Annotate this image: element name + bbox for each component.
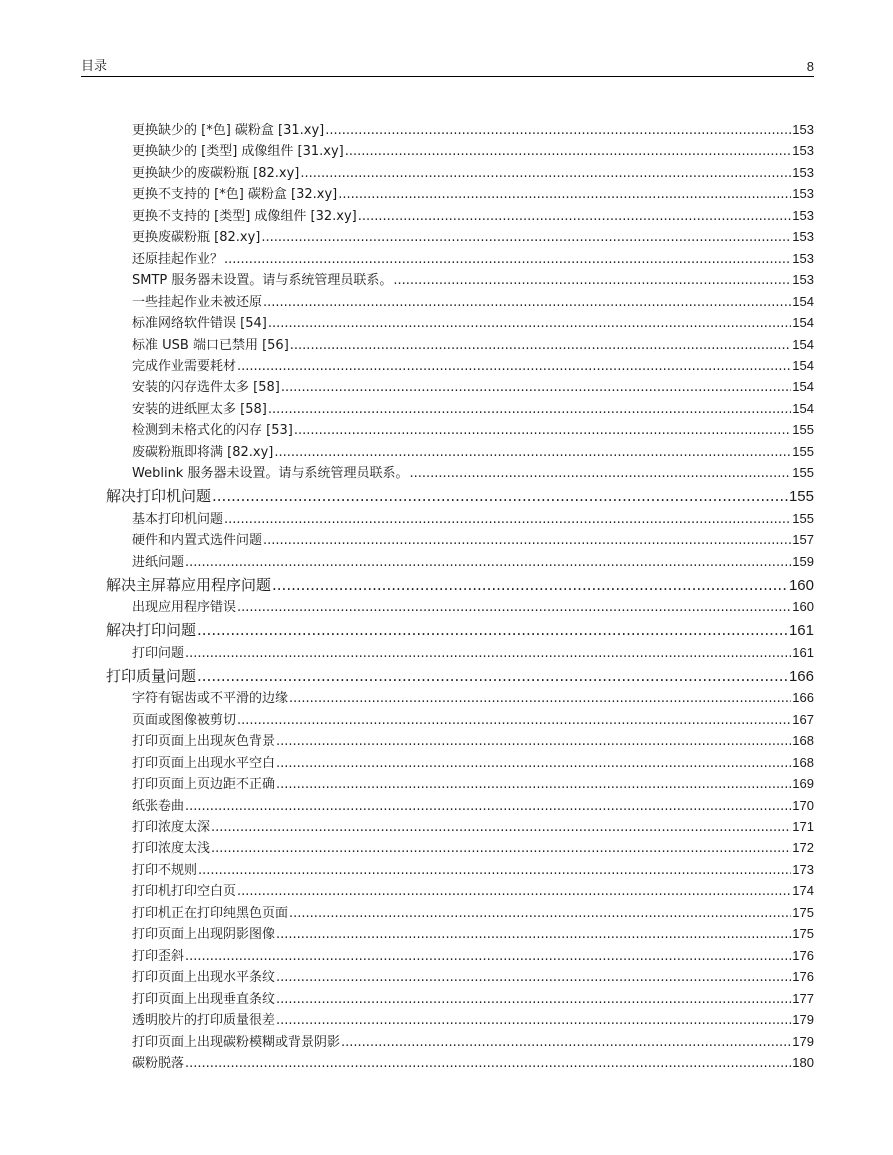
dot-leader	[276, 754, 791, 773]
dot-leader	[300, 164, 791, 183]
toc-entry[interactable]	[132, 420, 814, 440]
toc-entry-title: 出现应用程序错误	[132, 600, 237, 616]
toc-entry[interactable]	[132, 463, 814, 483]
dot-leader	[185, 797, 791, 816]
toc-entry-page: 155	[792, 465, 814, 481]
toc-entry[interactable]	[132, 1032, 814, 1052]
dot-leader	[289, 689, 791, 708]
toc-entry-page: 177	[792, 990, 814, 1006]
dot-leader	[409, 464, 791, 483]
dot-leader	[198, 861, 791, 880]
toc-entry-page: 157	[792, 532, 814, 548]
toc-entry-page: 180	[792, 1054, 814, 1070]
toc-entry-page: 155	[792, 422, 814, 438]
toc-entry-page: 176	[792, 969, 814, 985]
toc-entry-title: 打印质量问题	[106, 666, 197, 685]
dot-leader	[211, 839, 791, 858]
toc-entry[interactable]	[132, 1053, 814, 1073]
toc-entry-page: 176	[792, 947, 814, 963]
toc-entry[interactable]	[132, 313, 814, 333]
toc-entry[interactable]	[132, 356, 814, 376]
header-rule	[81, 76, 814, 77]
dot-leader	[263, 293, 791, 312]
toc-entry-title: 纸张卷曲	[132, 798, 185, 814]
toc-entry-page: 160	[792, 599, 814, 615]
toc-entry-title: 安装的闪存选件太多 [58]	[132, 380, 280, 396]
toc-entry-title: 完成作业需要耗材	[132, 358, 237, 374]
toc-entry-page: 153	[792, 250, 814, 266]
toc-entry-page: 161	[788, 622, 814, 640]
toc-entry-title: 打印页面上出现垂直条纹	[132, 991, 276, 1007]
toc-entry[interactable]	[132, 924, 814, 944]
toc-entry-title: 解决打印机问题	[106, 487, 212, 506]
toc-entry-title: 解决打印问题	[106, 621, 197, 640]
toc-entry[interactable]	[132, 249, 814, 269]
toc-entry[interactable]	[132, 184, 814, 204]
header-page-number: 8	[806, 59, 814, 74]
toc-entry-title: 废碳粉瓶即将满 [82.xy]	[132, 444, 274, 460]
toc-entry-page: 153	[792, 122, 814, 137]
toc-entry-title: 透明胶片的打印质量很差	[132, 1013, 276, 1029]
toc-entry-title: 还原挂起作业？	[132, 251, 224, 267]
toc-section-entry[interactable]	[106, 666, 814, 687]
page-header	[81, 58, 814, 78]
toc-entry[interactable]	[132, 292, 814, 312]
toc-entry-page: 166	[792, 690, 814, 706]
dot-leader	[197, 620, 788, 641]
toc-entry-page: 173	[792, 861, 814, 877]
dot-leader	[345, 142, 792, 161]
dot-leader	[263, 531, 791, 550]
toc-entry-page: 153	[792, 186, 814, 202]
toc-entry-title: SMTP 服务器未设置。请与系统管理员联系。	[132, 273, 393, 289]
toc-entry[interactable]	[132, 270, 814, 290]
toc-entry-title: 更换废碳粉瓶 [82.xy]	[132, 230, 261, 246]
dot-leader	[290, 336, 792, 355]
toc-entry-title: 检测到未格式化的闪存 [53]	[132, 423, 293, 439]
toc-entry[interactable]	[132, 838, 814, 858]
toc-entry-page: 175	[792, 904, 814, 920]
dot-leader	[393, 271, 791, 290]
toc-entry-page: 154	[792, 400, 814, 416]
toc-entry[interactable]	[132, 377, 814, 397]
toc-entry-page: 171	[792, 819, 814, 834]
toc-entry[interactable]	[132, 141, 814, 161]
toc-entry-title: 打印页面上出现水平条纹	[132, 970, 276, 986]
toc-entry-page: 154	[792, 357, 814, 373]
toc-entry-page: 154	[792, 379, 814, 395]
toc-entry-title: 打印不规则	[132, 862, 198, 878]
toc-entry-page: 160	[788, 576, 814, 594]
toc-entry-page: 154	[792, 293, 814, 309]
dot-leader	[212, 486, 788, 507]
toc-entry-title: 解决主屏幕应用程序问题	[106, 575, 272, 594]
dot-leader	[358, 207, 792, 226]
dot-leader	[274, 443, 791, 462]
toc-entry[interactable]	[132, 597, 814, 617]
toc-entry[interactable]	[132, 442, 814, 462]
toc-entry-title: 进纸问题	[132, 554, 185, 570]
toc-entry-page: 167	[792, 711, 814, 727]
dot-leader	[268, 314, 791, 333]
toc-entry-title: 标准 USB 端口已禁用 [56]	[132, 337, 289, 353]
toc-entry-page: 153	[792, 207, 814, 223]
dot-leader	[338, 185, 791, 204]
dot-leader	[224, 250, 791, 269]
toc-entry-title: 打印歪斜	[132, 948, 185, 964]
dot-leader	[325, 121, 791, 140]
toc-entry-title: 打印页面上出现阴影图像	[132, 927, 276, 943]
toc-entry[interactable]	[132, 1010, 814, 1030]
toc-entry[interactable]	[132, 163, 814, 183]
toc-entry[interactable]	[132, 710, 814, 730]
dot-leader	[276, 732, 791, 751]
toc-entry[interactable]	[132, 731, 814, 751]
toc-entry[interactable]	[132, 903, 814, 923]
toc-entry-page: 166	[788, 667, 814, 685]
toc-entry-title: 打印机打印空白页	[132, 884, 237, 900]
dot-leader	[211, 818, 791, 837]
toc-entry-page: 161	[792, 644, 814, 660]
toc-entry-title: 更换缺少的废碳粉瓶 [82.xy]	[132, 165, 300, 181]
toc-entry-page: 155	[788, 488, 814, 506]
toc-entry[interactable]	[132, 967, 814, 987]
dot-leader	[237, 598, 791, 617]
toc-entry[interactable]	[132, 688, 814, 708]
dot-leader	[261, 228, 791, 247]
toc-entry-title: 打印页面上页边距不正确	[132, 777, 276, 793]
toc-entry[interactable]	[132, 774, 814, 794]
toc-entry-page: 153	[792, 143, 814, 159]
dot-leader	[224, 510, 791, 529]
dot-leader	[276, 968, 791, 987]
toc-entry-title: 碳粉脱落	[132, 1055, 185, 1071]
dot-leader	[289, 904, 791, 923]
toc-entry-page: 155	[792, 510, 814, 526]
toc-entry-title: 安装的进纸匣太多 [58]	[132, 401, 267, 417]
toc-entry-page: 153	[792, 229, 814, 245]
toc-entry[interactable]	[132, 881, 814, 901]
toc-entry-title: 打印页面上出现水平空白	[132, 755, 276, 771]
dot-leader	[185, 947, 791, 966]
toc-entry-page: 170	[792, 797, 814, 813]
dot-leader	[185, 1054, 791, 1073]
dot-leader	[237, 357, 791, 376]
toc-entry-title: 基本打印机问题	[132, 511, 224, 527]
toc-entry-title: 更换不支持的 [*色] 碳粉盒 [32.xy]	[132, 187, 338, 203]
toc-entry[interactable]	[132, 120, 814, 140]
toc-entry[interactable]	[132, 227, 814, 247]
toc-entry-page: 153	[792, 164, 814, 180]
toc-entry-title: 打印机正在打印纯黑色页面	[132, 905, 289, 921]
toc-entry-page: 153	[792, 272, 814, 288]
toc-entry[interactable]	[132, 796, 814, 816]
toc-entry[interactable]	[132, 206, 814, 226]
toc-entry[interactable]	[132, 552, 814, 572]
toc-section-entry[interactable]	[106, 486, 814, 507]
toc-entry-title: 一些挂起作业未被还原	[132, 294, 263, 310]
toc-entry[interactable]	[132, 530, 814, 550]
toc-entry[interactable]	[132, 946, 814, 966]
toc-entry-title: 打印浓度太浅	[132, 841, 211, 857]
toc-entry-page: 172	[792, 840, 814, 856]
dot-leader	[237, 711, 791, 730]
toc-entry[interactable]	[132, 509, 814, 529]
toc-entry-title: Weblink 服务器未设置。请与系统管理员联系。	[132, 466, 409, 482]
dot-leader	[281, 378, 791, 397]
dot-leader	[237, 882, 791, 901]
dot-leader	[341, 1033, 791, 1052]
dot-leader	[276, 925, 791, 944]
toc-entry[interactable]	[132, 860, 814, 880]
toc-entry-title: 字符有锯齿或不平滑的边缘	[132, 691, 289, 707]
toc-entry-page: 154	[792, 336, 814, 352]
toc-entry-title: 更换不支持的 [类型] 成像组件 [32.xy]	[132, 208, 357, 224]
toc-entry[interactable]	[132, 335, 814, 355]
toc-entry-title: 页面或图像被剪切	[132, 712, 237, 728]
toc-entry-title: 打印页面上出现灰色背景	[132, 734, 276, 750]
toc-entry[interactable]	[132, 753, 814, 773]
toc-entry-title: 硬件和内置式选件问题	[132, 533, 263, 549]
header-title: 目录	[81, 59, 108, 74]
dot-leader	[185, 553, 791, 572]
dot-leader	[276, 1011, 791, 1030]
toc-entry-title: 更换缺少的 [*色] 碳粉盒 [31.xy]	[132, 123, 325, 138]
toc-entry-page: 154	[792, 315, 814, 331]
toc-entry[interactable]	[132, 989, 814, 1009]
toc-entry-title: 更换缺少的 [类型] 成像组件 [31.xy]	[132, 144, 344, 160]
toc-entry[interactable]	[132, 643, 814, 663]
toc-section-entry[interactable]	[106, 575, 814, 596]
toc-entry-title: 打印问题	[132, 645, 185, 661]
dot-leader	[294, 421, 791, 440]
toc-entry[interactable]	[132, 817, 814, 837]
toc-entry-title: 打印页面上出现碳粉模糊或背景阴影	[132, 1034, 341, 1050]
toc-entry-title: 标准网络软件错误 [54]	[132, 316, 267, 332]
dot-leader	[276, 990, 791, 1009]
dot-leader	[272, 575, 788, 596]
toc-section-entry[interactable]	[106, 620, 814, 641]
dot-leader	[185, 644, 791, 663]
toc-entry-page: 168	[792, 733, 814, 749]
toc-entry-page: 168	[792, 754, 814, 770]
toc-entry-page: 175	[792, 926, 814, 942]
toc-entry-page: 159	[792, 553, 814, 569]
toc-entry-page: 179	[792, 1012, 814, 1028]
toc-entry-page: 169	[792, 776, 814, 792]
toc-entry[interactable]	[132, 399, 814, 419]
toc-entry-page: 179	[792, 1033, 814, 1049]
dot-leader	[268, 400, 791, 419]
toc-entry-page: 174	[792, 883, 814, 899]
dot-leader	[197, 666, 788, 687]
dot-leader	[276, 775, 791, 794]
toc-entry-page: 155	[792, 443, 814, 459]
toc-entry-title: 打印浓度太深	[132, 820, 211, 835]
